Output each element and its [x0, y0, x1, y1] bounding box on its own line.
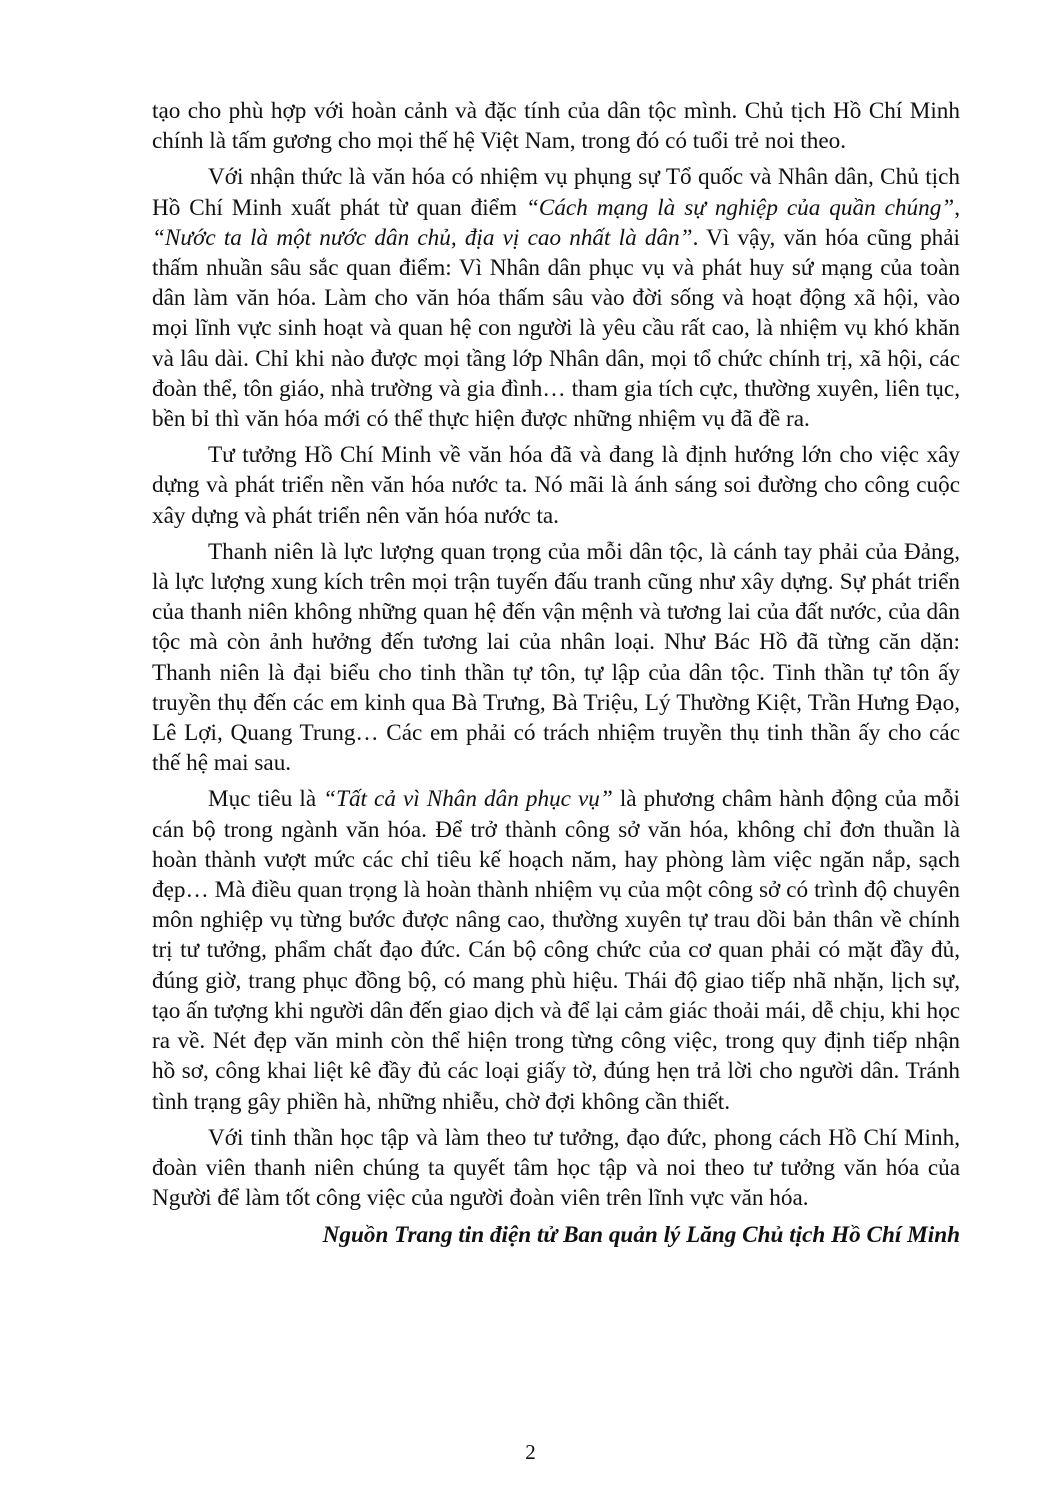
paragraph — [152, 440, 960, 531]
page-number: 2 — [525, 1440, 536, 1464]
text-segment: là phương châm hành động của mỗi cán bộ trong ngành văn hóa. Để trở thành công sở văn hóa, không chỉ đơn thuần là hoàn thành vượt mức các chỉ tiêu kế hoạch năm, hay phòng làm việc ngăn nắp, sạch đẹp… Mà điều quan trọng là hoàn thành nhiệm vụ của một công sở có trình độ chuyên môn nghiệp vụ từng bước được nâng cao, thường xuyên tự trau dồi bản thân về chính trị tư tưởng, phẩm chất đạo đức. Cán bộ công chức của cơ quan phải có mặt đầy đủ, đúng giờ, trang phục đồng bộ, có mang phù hiệu. Thái độ giao tiếp nhã nhặn, lịch sự, tạo ấn tượng khi người dân đến giao dịch và để lại cảm giác thoải mái, dễ chịu, khi học ra về. Nét đẹp văn minh còn thể hiện trong từng công việc, trong quy định tiếp nhận hồ sơ, công khai liệt kê đầy đủ các loại giấy tờ, đúng hẹn trả lời cho người dân. Tránh tình trạng gây phiền hà, những nhiễu, chờ đợi không cần thiết. — [152, 786, 960, 1115]
paragraph — [152, 537, 960, 779]
paragraph — [152, 162, 960, 434]
text-segment: tạo cho phù hợp với hoàn cảnh và đặc tính của dân tộc mình. Chủ tịch Hồ Chí Minh chính là tấm gương cho mọi thế hệ Việt Nam, trong đó có tuổi trẻ noi theo. — [152, 98, 960, 155]
document-body — [152, 96, 960, 1251]
paragraphs-container — [152, 96, 960, 1213]
text-segment: , — [954, 194, 960, 221]
paragraph — [152, 784, 960, 1116]
text-segment: Với nhận thức là văn hóa có nhiệm vụ phụng sự Tổ quốc và Nhân dân, Chủ tịch Hồ Chí Minh xuất phát từ quan điểm — [152, 164, 960, 221]
quoted-phrase: “Cách mạng là sự nghiệp của quần chúng” — [525, 194, 955, 221]
quoted-phrase: “Nước ta là một nước dân chủ, địa vị cao nhất là dân” — [152, 224, 693, 251]
text-segment: Thanh niên là lực lượng quan trọng của mỗi dân tộc, là cánh tay phải của Đảng, là lực lượng xung kích trên mọi trận tuyến đấu tranh cũng như xây dựng. Sự phát triển của thanh niên không những quan hệ đến vận mệnh và tương lai của đất nước, của dân tộc mà còn ảnh hưởng đến tương lai của nhân loại. Như Bác Hồ đã từng căn dặn: Thanh niên là đại biểu cho tinh thần tự tôn, tự lập của dân tộc. Tinh thần tự tôn ấy truyền thụ đến các em kinh qua Bà Trưng, Bà Triệu, Lý Thường Kiệt, Trần Hưng Đạo, Lê Lợi, Quang Trung… Các em phải có trách nhiệm truyền thụ tinh thần ấy cho các thế hệ mai sau. — [152, 538, 960, 777]
source-citation: Nguồn Trang tin điện tử Ban quản lý Lăng Chủ tịch Hồ Chí Minh — [322, 1222, 960, 1249]
text-segment: . Vì vậy, văn hóa cũng phải thấm nhuần sâu sắc quan điểm: Vì Nhân dân phục vụ và phát huy sứ mạng của toàn dân làm văn hóa. Làm cho văn hóa thấm sâu vào đời sống và hoạt động xã hội, vào mọi lĩnh vực sinh hoạt và quan hệ con người là yêu cầu rất cao, là nhiệm vụ khó khăn và lâu dài. Chỉ khi nào được mọi tầng lớp Nhân dân, mọi tổ chức chính trị, xã hội, các đoàn thể, tôn giáo, nhà trường và gia đình… tham gia tích cực, thường xuyên, liên tục, bền bỉ thì văn hóa mới có thể thực hiện được những nhiệm vụ đã đề ra. — [152, 224, 960, 433]
text-segment: Với tinh thần học tập và làm theo tư tưởng, đạo đức, phong cách Hồ Chí Minh, đoàn viên thanh niên chúng ta quyết tâm học tập và noi theo tư tưởng văn hóa của Người để làm tốt công việc của người đoàn viên trên lĩnh vực văn hóa. — [152, 1124, 960, 1212]
paragraph — [152, 1123, 960, 1214]
text-segment: Tư tưởng Hồ Chí Minh về văn hóa đã và đang là định hướng lớn cho việc xây dựng và phát triển nền văn hóa nước ta. Nó mãi là ánh sáng soi đường cho công cuộc xây dựng và phát triển nên văn hóa nước ta. — [152, 442, 960, 529]
text-segment: Mục tiêu là — [208, 786, 324, 813]
paragraph — [152, 96, 960, 156]
quoted-phrase: “Tất cả vì Nhân dân phục vụ” — [323, 786, 613, 813]
